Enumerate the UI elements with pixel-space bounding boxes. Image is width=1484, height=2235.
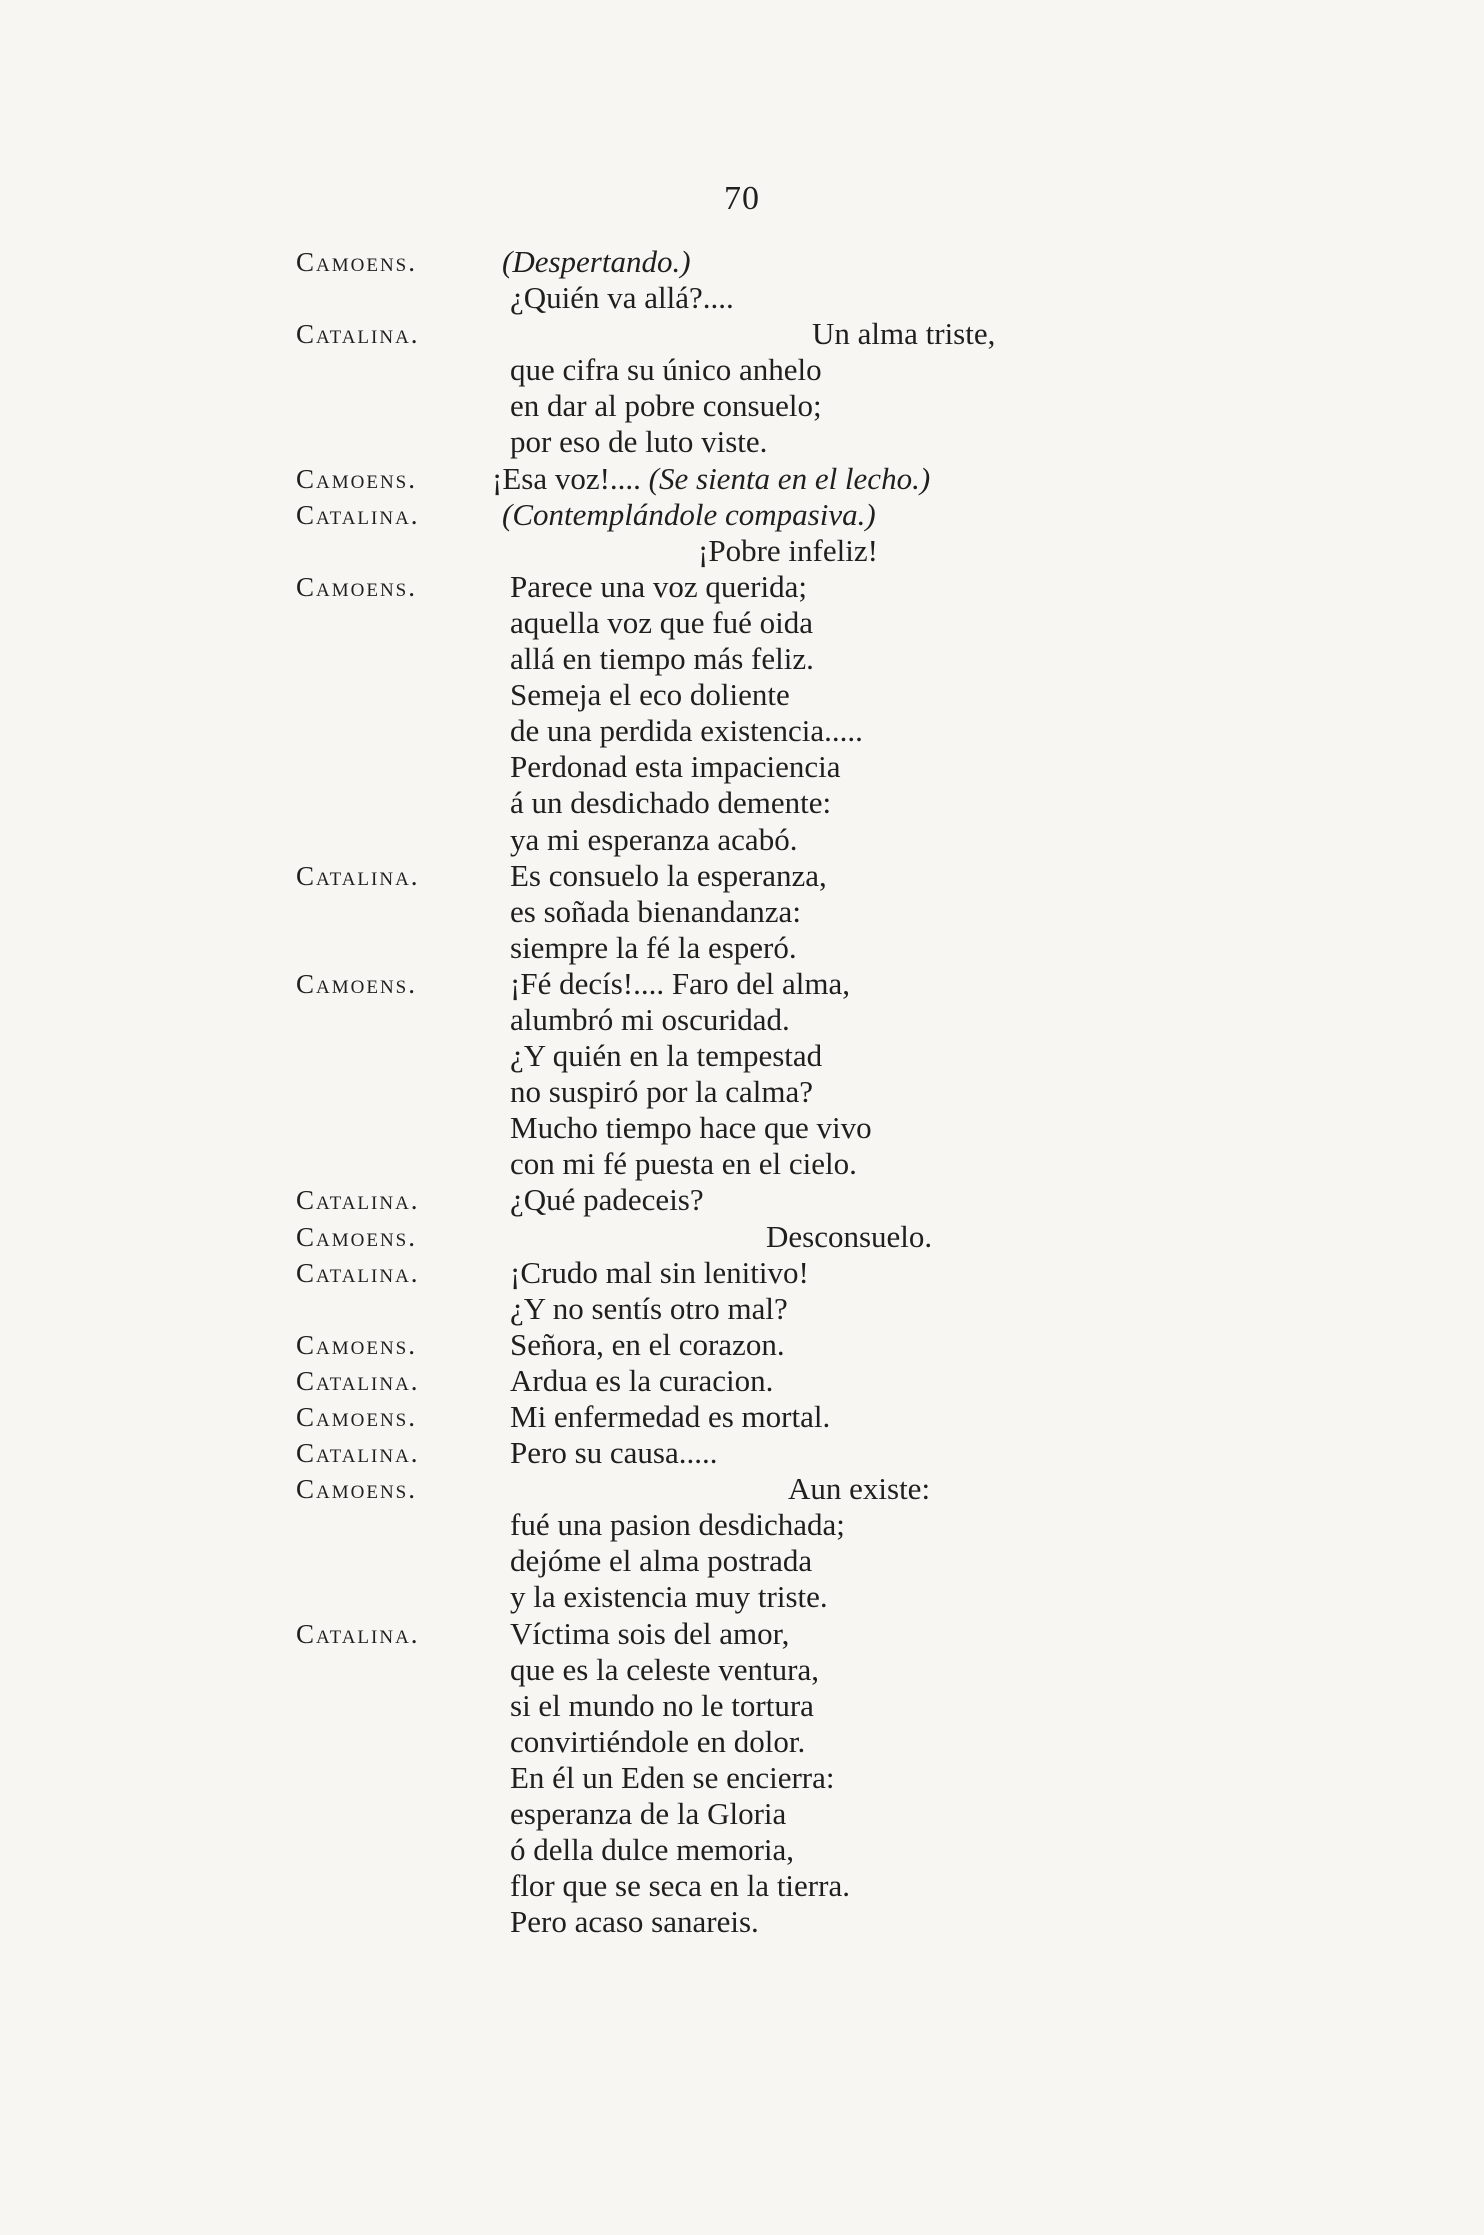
dialogue-line [0, 1616, 1484, 1652]
verse-line [510, 1327, 785, 1363]
line-text: Pero su causa..... [510, 1435, 718, 1471]
verse-line [510, 352, 822, 388]
verse-line [492, 461, 930, 497]
dialogue-line [0, 461, 1484, 497]
speaker-name: Camoens. [296, 463, 417, 494]
verse-line [510, 1543, 812, 1579]
line-text: Perdonad esta impaciencia [510, 749, 841, 785]
line-text: de una perdida existencia..... [510, 713, 863, 749]
line-text: que es la celeste ventura, [510, 1651, 819, 1687]
speaker-name: Camoens. [296, 1474, 417, 1505]
dialogue-line [0, 1579, 1484, 1615]
speaker-name: Catalina. [296, 1185, 420, 1216]
dialogue-line [0, 533, 1484, 569]
line-text: con mi fé puesta en el cielo. [510, 1146, 857, 1182]
dialogue-line [0, 1002, 1484, 1038]
dialogue-line [0, 1182, 1484, 1218]
dialogue-line [0, 1255, 1484, 1291]
dialogue-line [0, 930, 1484, 966]
line-text: en dar al pobre consuelo; [510, 388, 822, 424]
speaker-name: Catalina. [296, 499, 420, 530]
dialogue-line [0, 1291, 1484, 1327]
dialogue-line [0, 1471, 1484, 1507]
verse-line [510, 1652, 819, 1688]
verse-line [698, 533, 878, 569]
dialogue-line [0, 1363, 1484, 1399]
dialogue-line [0, 1219, 1484, 1255]
verse-line [510, 894, 801, 930]
line-text: Mi enfermedad es mortal. [510, 1399, 831, 1434]
line-text: Víctima sois del amor, [510, 1615, 790, 1651]
dialogue-block [0, 244, 1484, 1940]
dialogue-line [0, 1110, 1484, 1146]
dialogue-line [0, 1038, 1484, 1074]
speaker-name: Catalina. [296, 1438, 420, 1469]
line-text: Mucho tiempo hace que vivo [510, 1110, 872, 1146]
line-text: alumbró mi oscuridad. [510, 1001, 790, 1037]
line-text: no suspiró por la calma? [510, 1074, 814, 1110]
verse-line [510, 605, 813, 641]
verse-line [510, 1507, 845, 1543]
dialogue-line [0, 424, 1484, 460]
line-text: flor que se seca en la tierra. [510, 1868, 850, 1904]
dialogue-line [0, 388, 1484, 424]
verse-line [510, 1904, 759, 1940]
line-text: Semeja el eco doliente [510, 677, 790, 713]
verse-line [510, 1363, 773, 1399]
stage-direction: (Se sienta en el lecho.) [648, 460, 931, 496]
page-number: 70 [724, 180, 760, 217]
verse-line [510, 1146, 857, 1182]
speaker-name: Camoens. [296, 247, 417, 277]
dialogue-line [0, 858, 1484, 894]
dialogue-line [0, 749, 1484, 785]
speaker-name: Catalina. [296, 860, 420, 891]
verse-line [510, 1688, 814, 1724]
verse-line [510, 280, 734, 316]
line-text: y la existencia muy triste. [510, 1579, 828, 1615]
line-text: allá en tiempo más feliz. [510, 641, 814, 677]
verse-line [510, 1724, 805, 1760]
line-text: Señora, en el corazon. [510, 1326, 785, 1362]
dialogue-line [0, 1796, 1484, 1832]
verse-line [510, 858, 827, 894]
line-text: ¿Qué padeceis? [510, 1182, 704, 1218]
speaker-name: Catalina. [296, 1257, 420, 1288]
line-text: siempre la fé la esperó. [510, 929, 797, 965]
verse-line [510, 966, 850, 1002]
dialogue-line [0, 1760, 1484, 1796]
verse-line [510, 677, 790, 713]
verse-line [510, 930, 797, 966]
line-text: Un alma triste, [812, 316, 996, 352]
line-text: esperanza de la Gloria [510, 1796, 787, 1832]
line-text: En él un Eden se encierra: [510, 1759, 835, 1795]
line-text: si el mundo no le tortura [510, 1687, 814, 1723]
dialogue-line [0, 1832, 1484, 1868]
speaker-name: Camoens. [296, 1402, 417, 1432]
verse-line [510, 1038, 822, 1074]
line-text: que cifra su único anhelo [510, 352, 822, 388]
dialogue-line [0, 569, 1484, 605]
line-text: Es consuelo la esperanza, [510, 857, 827, 893]
dialogue-line [0, 605, 1484, 641]
dialogue-line [0, 966, 1484, 1002]
line-text: (Contemplándole compasiva.) [502, 496, 876, 532]
line-text: ya mi esperanza acabó. [510, 821, 798, 857]
line-text: ¡Crudo mal sin lenitivo! [510, 1254, 809, 1290]
line-text: ¿Y no sentís otro mal? [510, 1290, 788, 1326]
line-text: ó della dulce memoria, [510, 1832, 795, 1868]
dialogue-line [0, 1904, 1484, 1940]
dialogue-line [0, 894, 1484, 930]
dialogue-line [0, 1868, 1484, 1904]
line-text: (Despertando.) [502, 244, 691, 279]
line-text: por eso de luto viste. [510, 424, 768, 460]
line-text: ¡Esa voz!.... [492, 460, 641, 496]
line-text: ¡Fé decís!.... Faro del alma, [510, 965, 851, 1001]
verse-line [510, 713, 863, 749]
verse-line [510, 822, 797, 858]
verse-line [510, 641, 814, 677]
dialogue-line [0, 713, 1484, 749]
dialogue-line [0, 316, 1484, 352]
stage-direction [502, 244, 691, 280]
verse-line [510, 1435, 717, 1471]
line-text: Pero acaso sanareis. [510, 1904, 759, 1940]
verse-line [510, 1832, 794, 1868]
line-text: dejóme el alma postrada [510, 1543, 813, 1579]
verse-line [510, 424, 767, 460]
verse-line [510, 785, 831, 821]
dialogue-line [0, 1074, 1484, 1110]
dialogue-line [0, 677, 1484, 713]
dialogue-line [0, 1724, 1484, 1760]
dialogue-line [0, 1652, 1484, 1688]
line-text: ¿Y quién en la tempestad [510, 1038, 823, 1074]
dialogue-line [0, 280, 1484, 316]
speaker-name: Catalina. [296, 319, 420, 350]
line-text: Parece una voz querida; [510, 568, 807, 604]
dialogue-line [0, 244, 1484, 280]
verse-line [510, 1110, 872, 1146]
line-text: es soñada bienandanza: [510, 893, 801, 929]
verse-line [510, 388, 822, 424]
dialogue-line [0, 352, 1484, 388]
speaker-name: Camoens. [296, 968, 417, 999]
dialogue-line [0, 1435, 1484, 1471]
verse-line [510, 1291, 788, 1327]
dialogue-line [0, 497, 1484, 533]
verse-line [510, 1255, 809, 1291]
line-text: Desconsuelo. [766, 1218, 933, 1254]
verse-line [812, 316, 995, 352]
verse-line [510, 1182, 704, 1218]
line-text: convirtiéndole en dolor. [510, 1723, 806, 1759]
verse-line [510, 749, 841, 785]
verse-line [766, 1219, 932, 1255]
verse-line [510, 1616, 789, 1652]
verse-line [510, 1074, 813, 1110]
dialogue-line [0, 641, 1484, 677]
verse-line [510, 1760, 835, 1796]
speaker-name: Catalina. [296, 1365, 420, 1396]
speaker-name: Camoens. [296, 1329, 417, 1360]
verse-line [788, 1471, 930, 1507]
dialogue-line [0, 1399, 1484, 1435]
line-text: aquella voz que fué oida [510, 604, 813, 640]
verse-line [510, 1002, 790, 1038]
line-text: Aun existe: [788, 1471, 931, 1507]
line-text: ¿Quién va allá?.... [510, 280, 734, 316]
speaker-name: Catalina. [296, 1618, 420, 1649]
verse-line [510, 569, 807, 605]
verse-line [510, 1868, 850, 1904]
dialogue-line [0, 822, 1484, 858]
dialogue-line [0, 785, 1484, 821]
line-text: ¡Pobre infeliz! [698, 532, 878, 568]
dialogue-line [0, 1146, 1484, 1182]
dialogue-line [0, 1507, 1484, 1543]
line-text: fué una pasion desdichada; [510, 1507, 845, 1543]
line-text: á un desdichado demente: [510, 785, 832, 821]
dialogue-line [0, 1543, 1484, 1579]
verse-line [510, 1579, 828, 1615]
speaker-name: Camoens. [296, 571, 417, 602]
line-text: Ardua es la curacion. [510, 1362, 774, 1398]
verse-line [510, 1399, 830, 1435]
speaker-name: Camoens. [296, 1221, 417, 1252]
dialogue-line [0, 1327, 1484, 1363]
dialogue-line [0, 1688, 1484, 1724]
stage-direction [502, 497, 876, 533]
verse-line [510, 1796, 786, 1832]
